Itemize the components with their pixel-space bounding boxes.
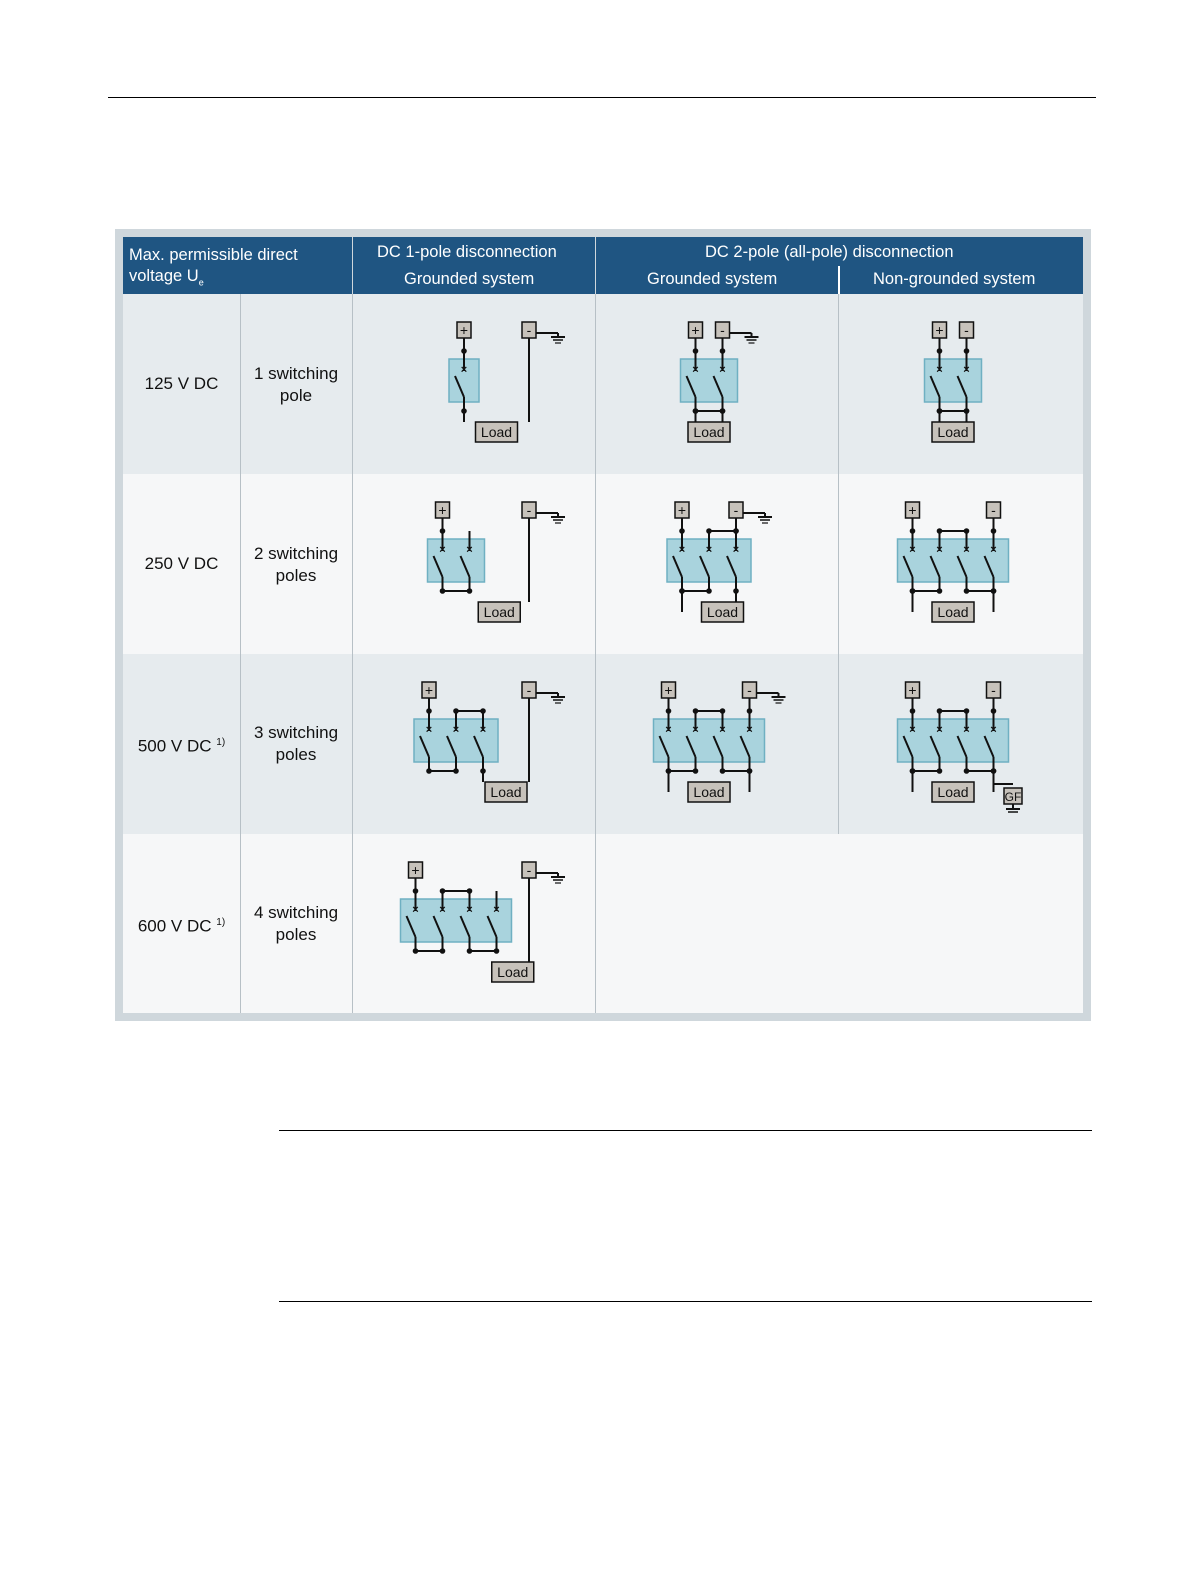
note-rule-bottom	[279, 1301, 1092, 1302]
minus-terminal-label: -	[733, 502, 739, 518]
junction-dot	[679, 588, 685, 594]
load-label: Load	[693, 784, 725, 800]
diagram-r4-c1	[401, 862, 566, 982]
junction-dot	[910, 588, 916, 594]
contact-mark: ×	[719, 364, 726, 376]
junction-dot	[413, 888, 419, 894]
contact-mark: ×	[678, 544, 686, 556]
junction-dot	[693, 348, 699, 354]
diagram-r2-c1	[428, 502, 566, 622]
contact-mark: ×	[936, 364, 943, 376]
header-dc2-sub-grounded: Grounded system	[647, 270, 778, 288]
junction-dot	[991, 588, 997, 594]
junction-dot	[453, 768, 459, 774]
load-label: Load	[480, 424, 513, 440]
footnote-marker: 1)	[216, 737, 226, 748]
note-rule-top	[279, 1130, 1092, 1131]
minus-terminal-label: -	[991, 682, 996, 698]
junction-dot	[964, 348, 970, 354]
dc-disconnection-table	[115, 229, 1091, 1021]
load-label: Load	[937, 604, 969, 620]
contact-mark: ×	[936, 544, 943, 556]
poles-label: 2 switching poles	[253, 544, 339, 585]
contact-mark: ×	[909, 544, 916, 556]
junction-dot	[720, 408, 726, 414]
header-dc1-title: DC 1-pole disconnection	[377, 243, 557, 261]
junction-dot	[747, 768, 753, 774]
contact-mark: ×	[452, 724, 460, 736]
diagram-r3-c3	[898, 682, 1009, 802]
diagram-r2-c3	[898, 502, 1009, 622]
junction-dot	[693, 768, 699, 774]
contact-mark: ×	[909, 724, 916, 736]
minus-terminal-label: -	[526, 502, 532, 518]
contact-mark: ×	[692, 724, 699, 736]
voltage-label: 600 V DC $^{1)}$	[137, 916, 226, 936]
junction-dot	[693, 408, 699, 414]
ground-fault-indicator	[993, 784, 1022, 812]
junction-dot	[467, 588, 473, 594]
junction-dot	[910, 768, 916, 774]
junction-dot	[426, 768, 432, 774]
plus-terminal-label: +	[908, 682, 917, 698]
header-dc1-sub: Grounded system	[404, 270, 535, 288]
plus-terminal-label: +	[691, 322, 700, 338]
voltage-label: 500 V DC $^{1)}$	[137, 736, 226, 756]
junction-dot	[991, 708, 997, 714]
minus-terminal-label: -	[991, 502, 996, 518]
plus-terminal-label: +	[677, 502, 687, 518]
junction-dot	[440, 948, 446, 954]
load-label: Load	[490, 784, 522, 800]
voltage-label: 125 V DC	[144, 374, 219, 393]
diagram-r1-c2	[681, 322, 759, 442]
junction-dot	[467, 888, 473, 894]
contact-mark: ×	[963, 724, 970, 736]
junction-dot	[937, 768, 943, 774]
junction-dot	[964, 768, 970, 774]
header-dc2-title: DC 2-pole (all-pole) disconnection	[705, 243, 954, 261]
junction-dot	[706, 528, 712, 534]
junction-dot	[991, 528, 997, 534]
footnote-marker: 1)	[216, 917, 226, 928]
diagram-r3-c1	[414, 682, 565, 802]
poles-label: 3 switching poles	[253, 723, 339, 764]
junction-dot	[440, 588, 446, 594]
load-label: Load	[693, 424, 725, 440]
junction-dot	[937, 408, 943, 414]
contact-mark: ×	[412, 904, 419, 916]
plus-terminal-label: +	[908, 502, 917, 518]
voltage-label: 250 V DC	[144, 554, 219, 573]
contact-mark: ×	[466, 904, 473, 916]
diagram-r3-c2	[654, 682, 786, 802]
minus-terminal-label: -	[964, 322, 969, 338]
junction-dot	[426, 708, 432, 714]
wiring-diagrams	[123, 237, 1083, 1013]
junction-dot	[720, 768, 726, 774]
plus-terminal-label: +	[664, 682, 673, 698]
junction-dot	[964, 408, 970, 414]
contact-mark: ×	[705, 544, 713, 556]
minus-terminal-label: -	[526, 862, 532, 878]
contact-mark: ×	[466, 544, 473, 556]
minus-terminal-label: -	[526, 682, 532, 698]
plus-terminal-label: +	[459, 322, 469, 338]
junction-dot	[461, 408, 467, 414]
junction-dot	[733, 588, 739, 594]
junction-dot	[937, 588, 943, 594]
contact-mark: ×	[692, 364, 699, 376]
poles-label: 4 switching poles	[253, 903, 339, 944]
contact-mark: ×	[425, 724, 433, 736]
junction-dot	[733, 528, 739, 534]
contact-mark: ×	[439, 544, 446, 556]
load-label: Load	[497, 964, 529, 980]
junction-dot	[964, 528, 970, 534]
junction-dot	[747, 708, 753, 714]
contact-mark: ×	[963, 364, 970, 376]
junction-dot	[467, 948, 473, 954]
contact-mark: ×	[963, 544, 970, 556]
diagram-r1-c3	[925, 322, 982, 442]
minus-terminal-label: -	[720, 322, 725, 338]
junction-dot	[453, 708, 459, 714]
junction-dot	[679, 528, 685, 534]
contact-mark: ×	[990, 724, 997, 736]
junction-dot	[964, 588, 970, 594]
junction-dot	[910, 708, 916, 714]
minus-terminal-label: -	[747, 682, 752, 698]
contact-mark: ×	[936, 724, 943, 736]
junction-dot	[413, 948, 419, 954]
contact-mark: ×	[479, 724, 487, 736]
top-rule	[108, 97, 1096, 98]
contact-mark: ×	[719, 724, 726, 736]
contact-mark: ×	[439, 904, 446, 916]
junction-dot	[461, 348, 467, 354]
plus-terminal-label: +	[935, 322, 944, 338]
diagram-r2-c2	[667, 502, 772, 622]
header-voltage-line1: Max. permissible direct	[129, 246, 298, 264]
load-label: Load	[483, 604, 515, 620]
gf-label: GF	[1004, 790, 1022, 804]
contact-mark: ×	[665, 724, 672, 736]
junction-dot	[706, 588, 712, 594]
junction-dot	[440, 888, 446, 894]
contact-mark: ×	[460, 364, 468, 376]
junction-dot	[494, 948, 500, 954]
junction-dot	[964, 708, 970, 714]
poles-label: 1 switching pole	[253, 364, 339, 405]
junction-dot	[666, 708, 672, 714]
contact-mark: ×	[493, 904, 500, 916]
junction-dot	[937, 348, 943, 354]
plus-terminal-label: +	[438, 502, 447, 518]
junction-dot	[910, 528, 916, 534]
junction-dot	[440, 528, 446, 534]
junction-dot	[480, 768, 486, 774]
minus-terminal-label: -	[526, 322, 532, 338]
junction-dot	[693, 708, 699, 714]
junction-dot	[666, 768, 672, 774]
junction-dot	[480, 708, 486, 714]
junction-dot	[937, 528, 943, 534]
load-label: Load	[937, 424, 969, 440]
plus-terminal-label: +	[424, 682, 434, 698]
junction-dot	[991, 768, 997, 774]
load-label: Load	[937, 784, 969, 800]
contact-mark: ×	[732, 544, 740, 556]
contact-mark: ×	[746, 724, 753, 736]
junction-dot	[720, 348, 726, 354]
plus-terminal-label: +	[411, 862, 420, 878]
diagram-r1-c1	[449, 322, 565, 442]
load-label: Load	[706, 604, 739, 620]
header-voltage-line2: voltage $U_e$	[129, 267, 204, 288]
header-dc2-sub-nongrounded: Non-grounded system	[873, 270, 1036, 288]
contact-mark: ×	[990, 544, 997, 556]
junction-dot	[937, 708, 943, 714]
junction-dot	[720, 708, 726, 714]
